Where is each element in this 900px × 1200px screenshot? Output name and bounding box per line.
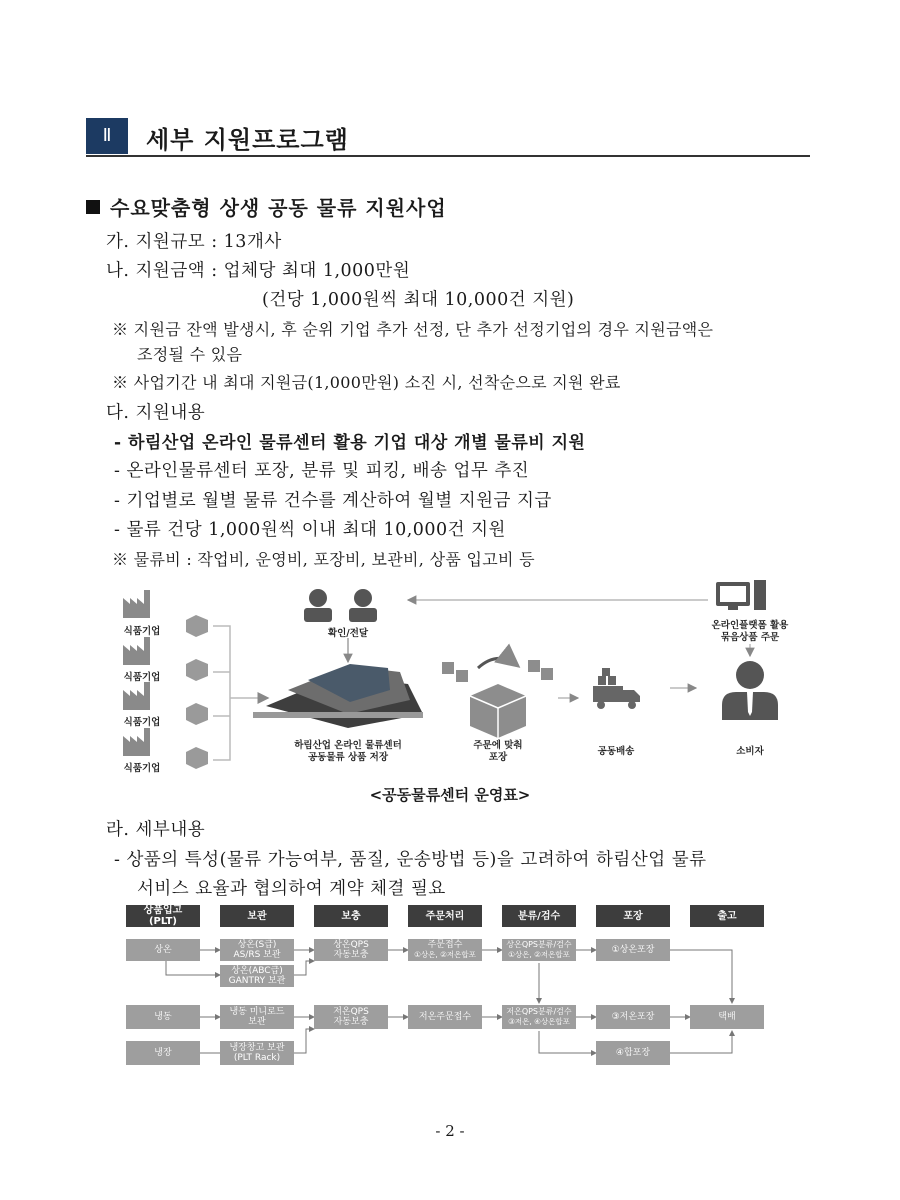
packages-icon [442, 660, 553, 738]
square-bullet-icon [86, 200, 100, 214]
row-chilled: 냉장 [126, 1041, 200, 1065]
center-label-line2: 공동물류 상품 저장 [307, 752, 389, 763]
computer-icon [716, 580, 766, 610]
note-logistics-cost: ※ 물류비 : 작업비, 운영비, 포장비, 보관비, 상품 입고비 등 [112, 550, 535, 569]
content-bullet-2: - 온라인물류센터 포장, 분류 및 피킹, 배송 업무 추진 [114, 461, 530, 481]
worker-icon [304, 589, 377, 622]
content-bullet-3: - 기업별로 월별 물류 건수를 계산하여 월별 지원금 지급 [114, 491, 552, 511]
item-amount: 나. 지원금액 : 업체당 최대 1,000만원 [106, 261, 411, 281]
logistics-diagram [118, 580, 798, 780]
item-amount-detail: (건당 1,000원씩 최대 10,000건 지원) [262, 290, 575, 310]
order-label-line2: 묶음상품 주문 [720, 632, 780, 643]
box-pack-cold: ③저온포장 [596, 1005, 670, 1029]
box-order-rt-sub: ①상온, ②저온합포 [414, 950, 476, 959]
box-order-cold: 저온주문접수 [408, 1005, 482, 1029]
box-order-rt-title: 주문접수 [427, 940, 463, 950]
company-label-3: 식품기업 [123, 717, 161, 728]
delivery-label: 공동배송 [597, 746, 635, 757]
header-storage: 보관 [220, 905, 294, 927]
box-ship: 택배 [690, 1005, 764, 1029]
company-label-2: 식품기업 [123, 672, 161, 683]
item-scale: 가. 지원규모 : 13개사 [106, 232, 282, 252]
pack-label-line1: 주문에 맞춰 [473, 740, 523, 751]
box-pack-mixed: ④합포장 [596, 1041, 670, 1065]
program-title [86, 192, 447, 221]
confirm-label: 확인/전달 [327, 628, 369, 639]
content-bullet-1: - 하림산업 온라인 물류센터 활용 기업 대상 개별 물류비 지원 [114, 433, 586, 453]
header-inbound [126, 905, 200, 927]
order-label-line1: 온라인플랫폼 활용 [711, 620, 789, 631]
box-pack-rt: ①상온포장 [596, 939, 670, 961]
center-label-line1: 하림산업 온라인 물류센터 [294, 740, 402, 751]
header-inbound-text: 상품입고 (PLT) [143, 905, 183, 927]
item-details: 라. 세부내용 [106, 820, 206, 840]
pack-label-line2: 포장 [488, 752, 508, 763]
box-storage-frozen: 냉동 미니로드 보관 [220, 1005, 294, 1029]
process-flowchart [126, 905, 776, 1070]
header-sort: 분류/검수 [502, 905, 576, 927]
box-replenish-rt: 상온QPS 자동보충 [314, 939, 388, 961]
section-title: 세부 지원프로그램 [146, 126, 349, 154]
consumer-label: 소비자 [736, 746, 764, 757]
box-icon [186, 615, 208, 769]
program-title-text: 수요맞춤형 상생 공동 물류 지원사업 [110, 196, 447, 220]
box-sort-rt-sub: ①상온, ②저온합포 [508, 950, 570, 959]
warehouse-image [253, 664, 423, 728]
box-sort-cold [502, 1005, 576, 1029]
header-replenish: 보충 [314, 905, 388, 927]
note-remaining-funds-cont: 조정될 수 있음 [137, 345, 243, 364]
section-number: Ⅱ [86, 118, 128, 154]
section-divider [86, 155, 810, 157]
item-content: 다. 지원내용 [106, 403, 206, 423]
page-number: - 2 - [435, 1122, 465, 1140]
truck-icon [593, 668, 640, 709]
box-storage-abc: 상온(ABC급) GANTRY 보관 [220, 965, 294, 987]
header-order: 주문처리 [408, 905, 482, 927]
details-bullet-line1: - 상품의 특성(물류 가능여부, 품질, 운송방법 등)을 고려하여 하림산업 물류 [114, 850, 707, 870]
box-order-rt [408, 939, 482, 961]
box-sort-cold-title: 저온QPS분류/검수 [506, 1007, 572, 1016]
box-storage-rt: 상온(S급) AS/RS 보관 [220, 939, 294, 961]
company-label-1: 식품기업 [123, 626, 161, 637]
box-storage-chilled: 냉장창고 보관 (PLT Rack) [220, 1041, 294, 1065]
note-remaining-funds: ※ 지원금 잔액 발생시, 후 순위 기업 추가 선정, 단 추가 선정기업의 경우 지원금액은 [112, 320, 714, 339]
row-room-temp: 상온 [126, 939, 200, 961]
consumer-icon [722, 661, 778, 720]
company-label-4: 식품기업 [123, 763, 161, 774]
row-frozen: 냉동 [126, 1005, 200, 1029]
box-sort-rt-title: 상온QPS분류/검수 [506, 940, 572, 949]
details-bullet-line2: 서비스 요율과 협의하여 계약 체결 필요 [137, 879, 446, 899]
box-sort-rt [502, 939, 576, 961]
content-bullet-4: - 물류 건당 1,000원씩 이내 최대 10,000건 지원 [114, 520, 506, 540]
header-pack: 포장 [596, 905, 670, 927]
note-period: ※ 사업기간 내 최대 지원금(1,000만원) 소진 시, 선착순으로 지원 완료 [112, 373, 621, 392]
header-ship: 출고 [690, 905, 764, 927]
figure-caption: <공동물류센터 운영표> [369, 786, 531, 804]
box-sort-cold-sub: ③저온, ④상온합포 [508, 1017, 570, 1026]
box-replenish-cold: 저온QPS 자동보충 [314, 1005, 388, 1029]
